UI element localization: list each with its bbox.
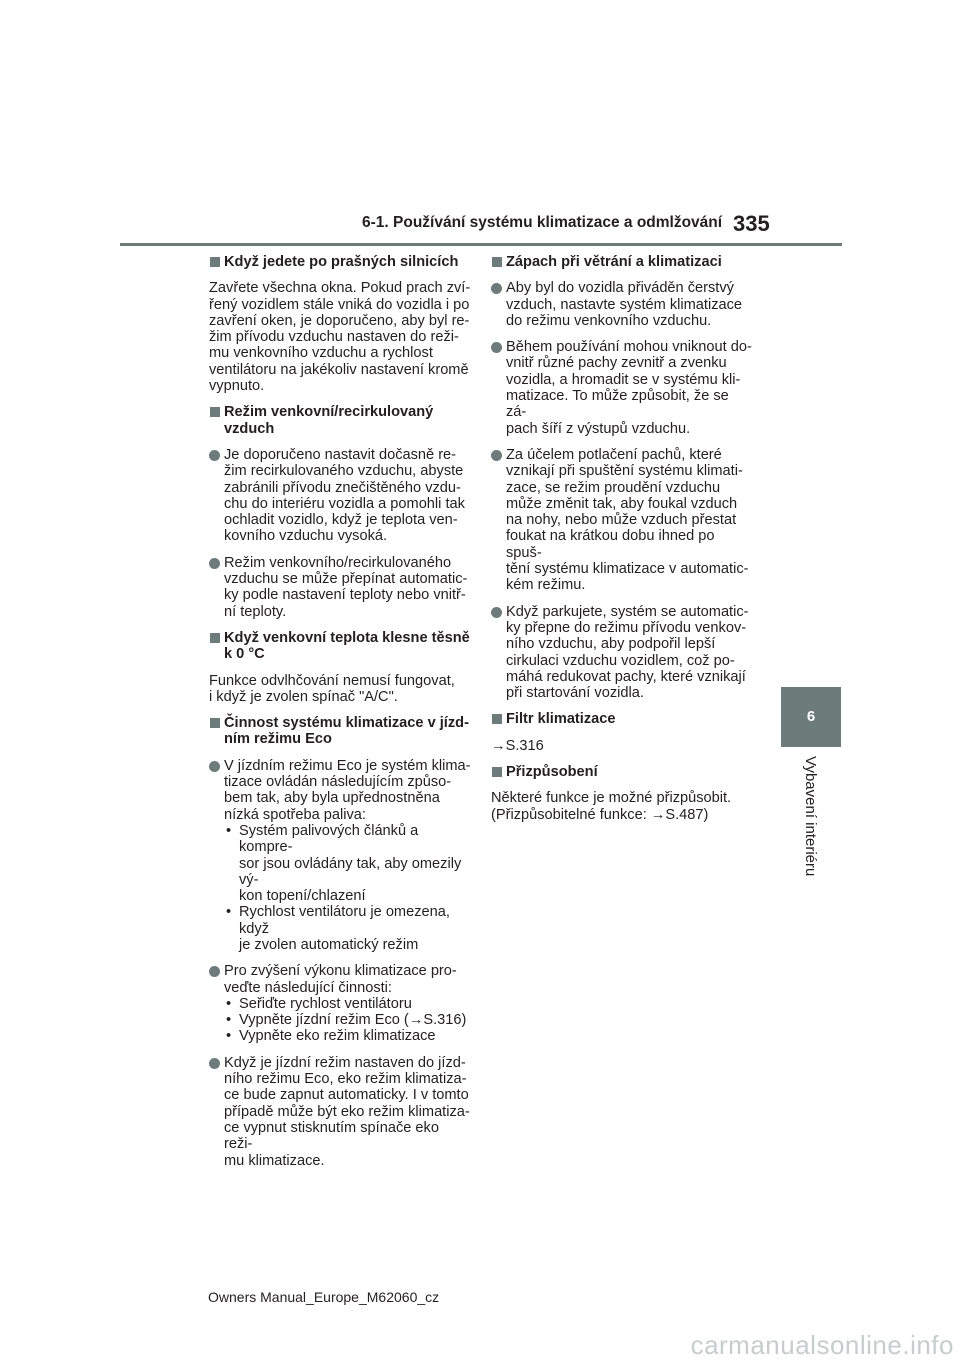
text-line: ky podle nastavení teploty nebo vnitř- xyxy=(224,587,466,604)
paragraph-customization xyxy=(491,790,753,823)
paragraph-near-zero xyxy=(209,673,471,706)
dot-bullet-icon: • xyxy=(226,995,232,1012)
text-line: vznikají při spuštění systému klimati- xyxy=(506,463,743,480)
text-line: Činnost systému klimatizace v jízd- xyxy=(224,715,469,732)
footer-manual-id: Owners Manual_Europe_M62060_cz xyxy=(208,1289,440,1305)
square-bullet-icon xyxy=(210,407,220,417)
text-line: zace, se režim proudění vzduchu xyxy=(506,479,721,496)
square-bullet-icon xyxy=(210,257,220,267)
bullet-parking xyxy=(491,604,753,702)
section-title: 6-1. Používání systému klimatizace a odmlžování xyxy=(362,214,723,231)
heading-near-zero xyxy=(209,630,471,663)
text-line: do režimu venkovního vzduchu. xyxy=(506,312,712,329)
text-line: ce bude zapnut automaticky. I v tomto xyxy=(224,1087,469,1104)
filter-page-link[interactable]: →S.316 xyxy=(491,737,544,754)
text-line: Režim venkovního/recirkulovaného xyxy=(224,554,452,571)
text-line: cirkulaci vzduchu vozidlem, což po- xyxy=(506,652,735,669)
heading-odor: Zápach při větrání a klimatizaci xyxy=(491,254,753,270)
header-rule xyxy=(120,243,842,246)
heading-eco-mode xyxy=(209,715,471,748)
dot-bullet-icon: • xyxy=(226,822,232,839)
text-line: vzduch xyxy=(224,420,275,437)
text-line: Za účelem potlačení pachů, které xyxy=(506,446,722,463)
text-line: vozidla, a hromadit se v systému kli- xyxy=(506,371,741,388)
heading-dusty-roads: Když jedete po prašných silnicích xyxy=(209,254,471,270)
sub-bullet-item xyxy=(224,823,471,904)
square-bullet-icon xyxy=(210,633,220,643)
text-line: máhá redukovat pachy, které vznikají xyxy=(506,668,746,685)
square-bullet-icon xyxy=(210,718,220,728)
text-line: pach šíří z výstupů vzduchu. xyxy=(506,420,691,437)
text-line: i když je zvolen spínač "A/C". xyxy=(209,688,398,705)
round-bullet-icon xyxy=(209,450,220,461)
text-line: ochladit vozidlo, když je teplota ven- xyxy=(224,512,458,529)
text-line: Je doporučeno nastavit dočasně re- xyxy=(224,446,457,463)
text-line: případě může být eko režim klimatiza- xyxy=(224,1103,470,1120)
text-line: kém režimu. xyxy=(506,577,586,594)
text-line: vypnuto. xyxy=(209,378,265,395)
bullet-fresh-air xyxy=(491,280,753,329)
right-column xyxy=(491,254,753,833)
round-bullet-icon xyxy=(491,450,502,461)
text-line: ce vypnut stisknutím spínače eko reži- xyxy=(224,1119,439,1153)
paragraph-dusty-roads xyxy=(209,280,471,394)
sub-list xyxy=(224,996,471,1045)
round-bullet-icon xyxy=(491,342,502,353)
text-line: Když venkovní teplota klesne těsně xyxy=(224,629,470,646)
text-line: Systém palivových článků a kompre- xyxy=(239,822,419,856)
bullet-odor-accumulate xyxy=(491,339,753,437)
text-line: žim recirkulovaného vzduchu, abyste xyxy=(224,463,464,480)
text-line: při startování vozidla. xyxy=(506,685,644,702)
text-line: Když je jízdní režim nastaven do jízd- xyxy=(224,1054,466,1071)
text-line: ní teploty. xyxy=(224,603,287,620)
square-bullet-icon xyxy=(492,257,502,267)
sub-bullet-item xyxy=(224,1028,471,1044)
round-bullet-icon xyxy=(209,761,220,772)
text-line: je zvolen automatický režim xyxy=(239,936,419,953)
text-line: žim přívodu vzduchu nastaven do reži- xyxy=(209,329,459,346)
text-line: může změnit tak, aby foukal vzduch xyxy=(506,495,738,512)
text-line: bem tak, aby byla upřednostněna xyxy=(224,790,440,807)
round-bullet-icon xyxy=(209,966,220,977)
text-line: zabránili přívodu znečištěného vzdu- xyxy=(224,479,461,496)
round-bullet-icon xyxy=(209,1058,220,1069)
text-line: mu klimatizace. xyxy=(224,1152,325,1169)
watermark: carmanualsonline.info xyxy=(0,1330,960,1358)
text-line: ventilátoru na jakékoliv nastavení kromě xyxy=(209,361,469,378)
text-line: kon topení/chlazení xyxy=(239,888,366,905)
heading-air-mode xyxy=(209,404,471,437)
round-bullet-icon xyxy=(491,607,502,618)
text-line: ního vzduchu, aby podpořil lepší xyxy=(506,636,716,653)
text-line: foukat na krátkou dobu ihned po spuš- xyxy=(506,528,715,561)
text-line: (Přizpůsobitelné funkce: →S.487) xyxy=(491,806,709,823)
text-line: Režim venkovní/recirkulovaný xyxy=(224,404,434,421)
text-line: tizace ovládán následujícím způso- xyxy=(224,774,452,791)
text-line: Aby byl do vozidla přiváděn čerstvý xyxy=(506,280,734,297)
text-line: zavření oken, je doporučeno, aby byl re- xyxy=(209,312,470,329)
bullet-recirc-auto xyxy=(209,555,471,620)
text-line: vnitř různé pachy zevnitř a zvenku xyxy=(506,355,727,372)
chapter-tab-label: Vybavení interiéru xyxy=(802,756,819,877)
bullet-eco-control xyxy=(209,758,471,954)
square-bullet-icon xyxy=(492,714,502,724)
bullet-eco-auto xyxy=(209,1055,471,1169)
sub-bullet-item xyxy=(224,996,471,1012)
text-line: na nohy, nebo může vzduch přestat xyxy=(506,512,737,529)
sub-bullet-item xyxy=(224,904,471,953)
dot-bullet-icon: • xyxy=(226,1012,232,1029)
text-line: Pro zvýšení výkonu klimatizace pro- xyxy=(224,963,457,980)
text-line: Vypněte eko režim klimatizace xyxy=(239,1028,436,1045)
text-line: matizace. To může způsobit, že se zá- xyxy=(506,388,729,421)
heading-filter: Filtr klimatizace xyxy=(491,711,753,727)
sub-bullet-item xyxy=(224,1012,471,1028)
text-line: Seřiďte rychlost ventilátoru xyxy=(239,995,412,1012)
text-line: Vypněte jízdní režim Eco (→S.316) xyxy=(239,1012,467,1029)
text-line: kovního vzduchu vysoká. xyxy=(224,528,388,545)
text-line: sor jsou ovládány tak, aby omezily vý- xyxy=(239,855,462,888)
round-bullet-icon xyxy=(209,558,220,569)
square-bullet-icon xyxy=(492,767,502,777)
text-line: Zavřete všechna okna. Pokud prach zví- xyxy=(209,280,471,297)
page-number: 335 xyxy=(733,211,770,236)
bullet-recirc-recommend xyxy=(209,447,471,545)
text-line: Když parkujete, systém se automatic- xyxy=(506,603,749,620)
text-line: tění systému klimatizace v automatic- xyxy=(506,561,749,578)
text-line: mu venkovního vzduchu a rychlost xyxy=(209,345,433,362)
left-column xyxy=(209,254,471,1179)
bullet-odor-suppress xyxy=(491,447,753,594)
text-line: Rychlost ventilátoru je omezena, když xyxy=(239,904,450,937)
text-line: řený vozidlem stále vniká do vozidla i po xyxy=(209,296,470,313)
chapter-tab[interactable]: 6 xyxy=(781,687,841,747)
text-line: nízká spotřeba paliva: xyxy=(224,806,366,823)
text-line: Funkce odvlhčování nemusí fungovat, xyxy=(209,672,455,689)
text-line: ního režimu Eco, eko režim klimatiza- xyxy=(224,1071,467,1088)
heading-customization: Přizpůsobení xyxy=(491,764,753,780)
text-line: vzduchu se může přepínat automatic- xyxy=(224,571,468,588)
text-line: ky přepne do režimu přívodu venkov- xyxy=(506,619,747,636)
text-line: veďte následující činnosti: xyxy=(224,979,392,996)
text-line: ním režimu Eco xyxy=(224,731,332,748)
dot-bullet-icon: • xyxy=(226,904,232,921)
dot-bullet-icon: • xyxy=(226,1028,232,1045)
sub-list xyxy=(224,823,471,953)
text-line: k 0 °C xyxy=(224,646,265,663)
round-bullet-icon xyxy=(491,283,502,294)
text-line: Některé funkce je možné přizpůsobit. xyxy=(491,790,732,807)
text-line: V jízdním režimu Eco je systém klima- xyxy=(224,757,471,774)
text-line: chu do interiéru vozidla a pomohli tak xyxy=(224,495,465,512)
bullet-eco-performance xyxy=(209,963,471,1044)
text-line: vzduch, nastavte systém klimatizace xyxy=(506,296,743,313)
text-line: Během používání mohou vniknout do- xyxy=(506,339,752,356)
